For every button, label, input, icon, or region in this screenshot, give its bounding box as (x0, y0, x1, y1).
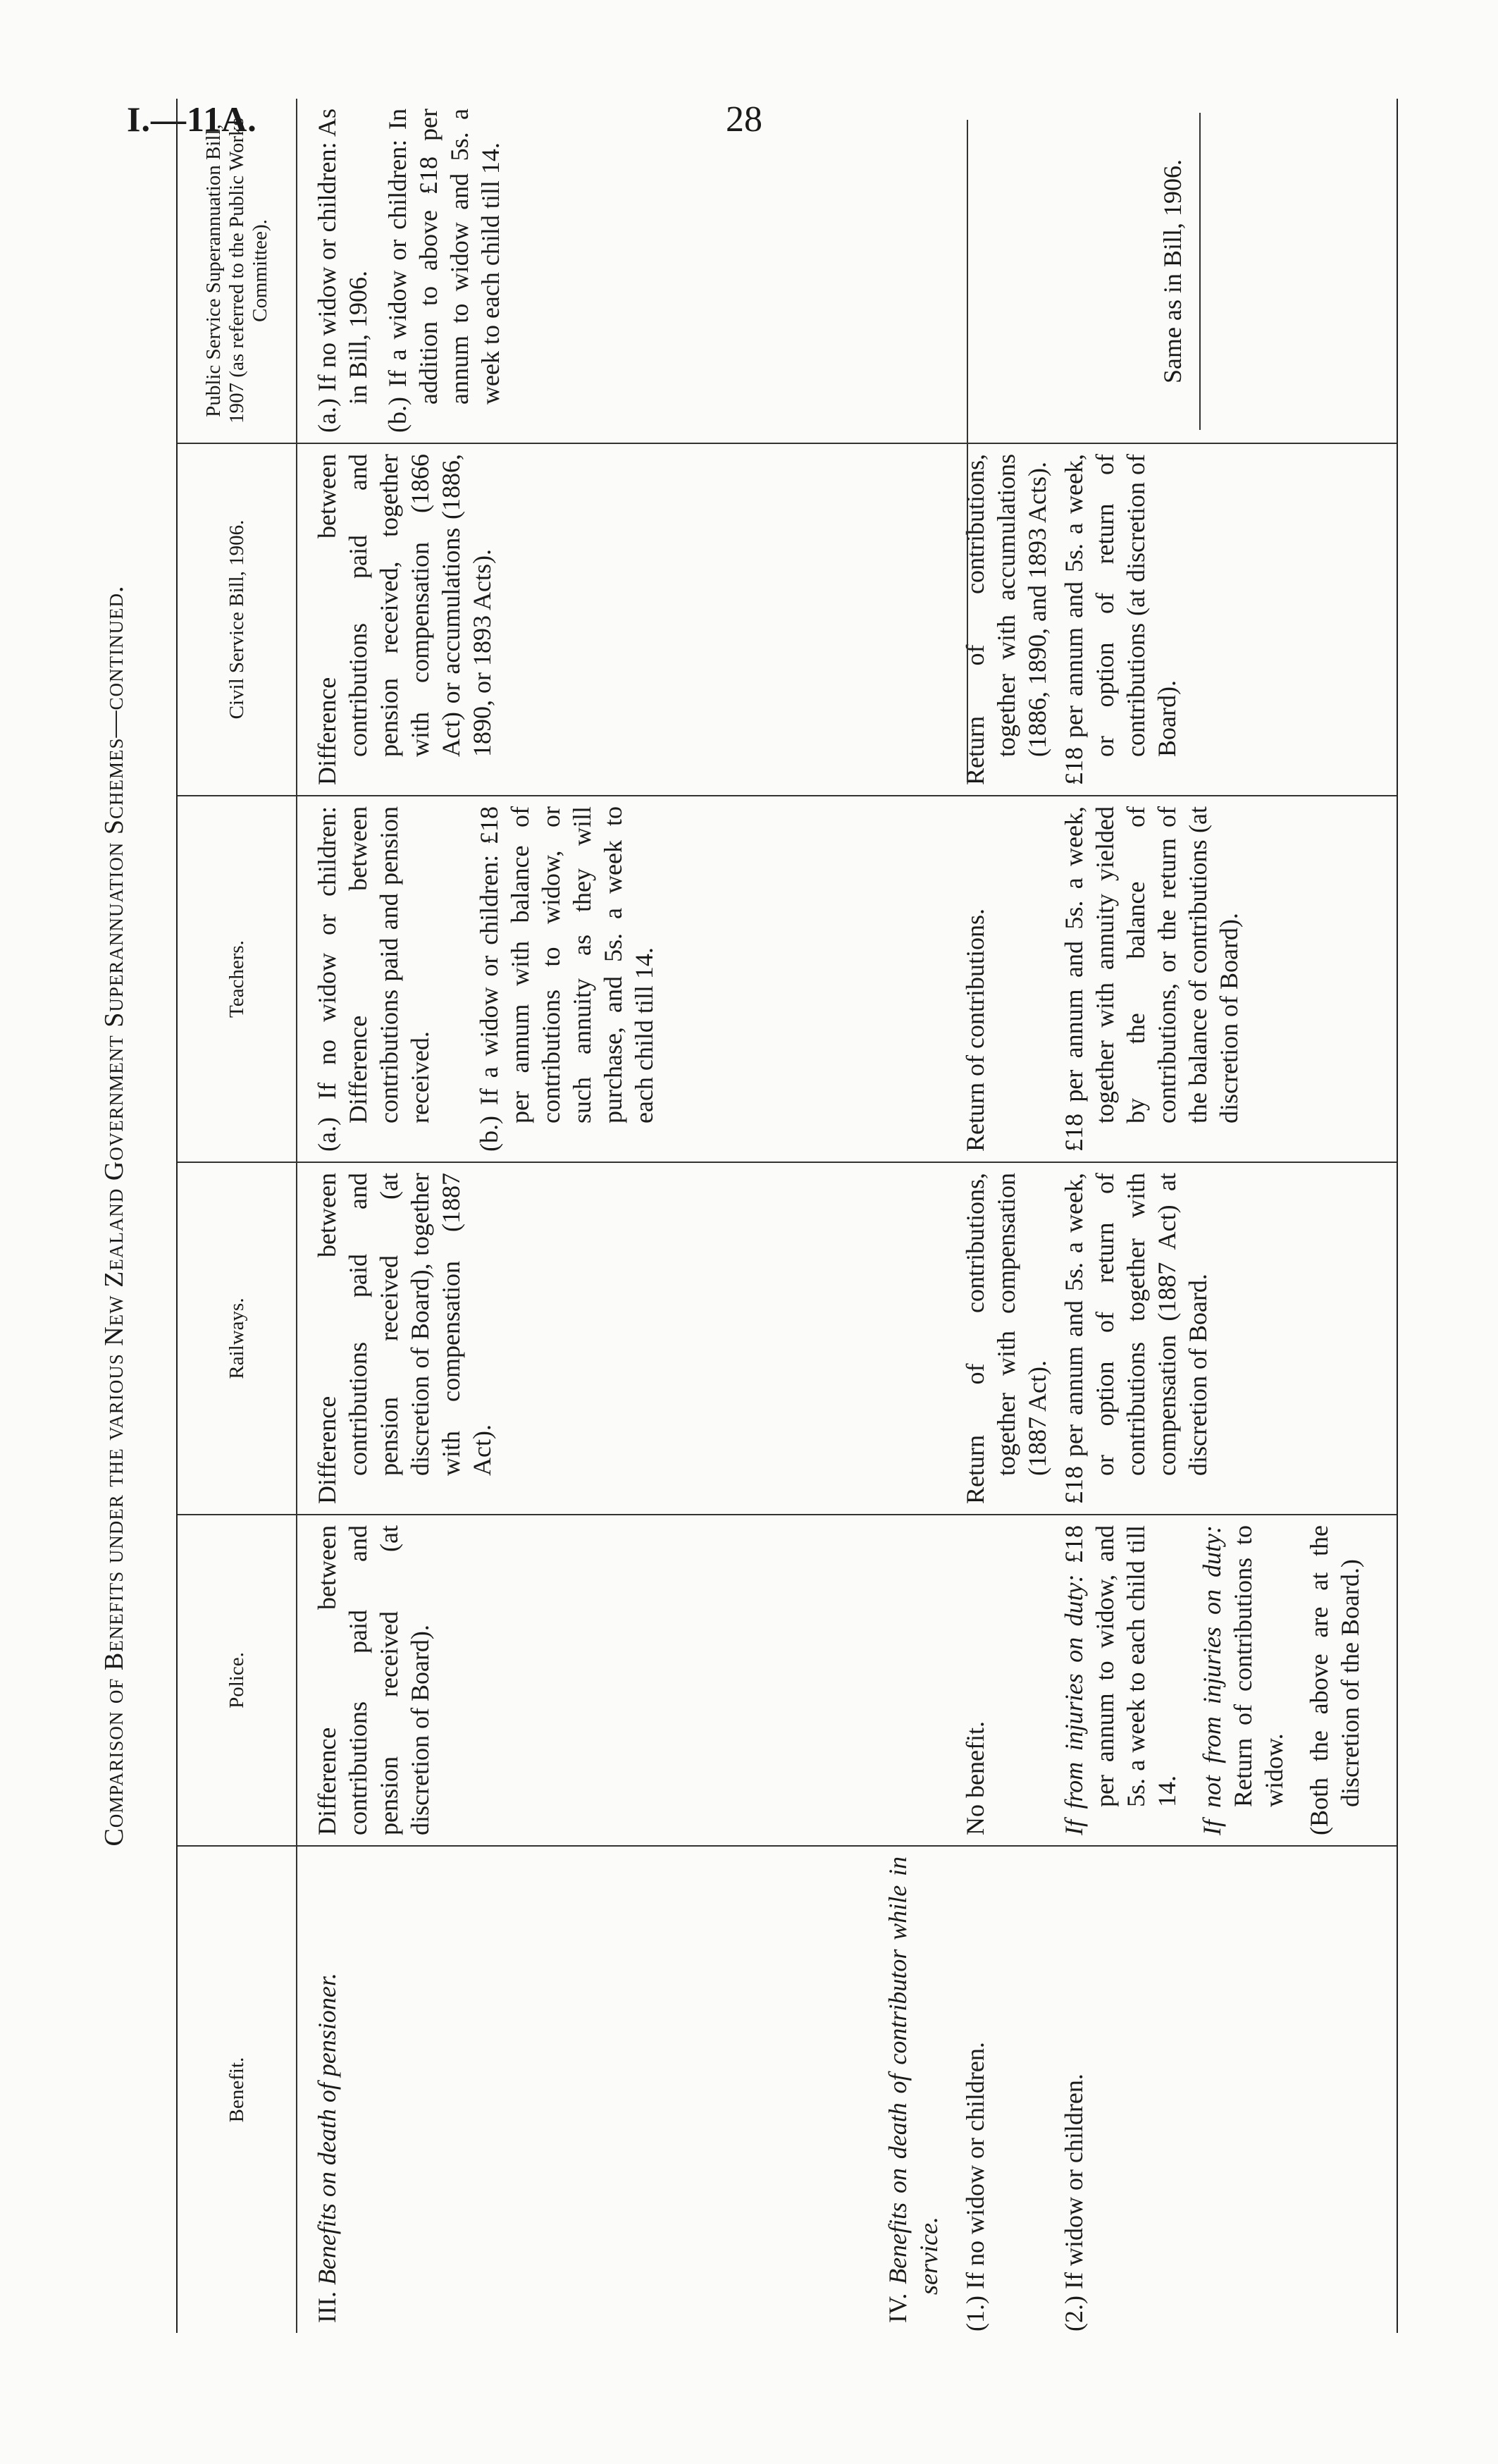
police-injury-text: £18 per annum to widow, and 5s. a week to each child till 14. (1060, 1524, 1181, 1807)
merge-brace-top (967, 120, 968, 782)
column-header-public-service: Public Service Superannuation Bill, 1907 (as referred to the Public Works Committee). (178, 99, 297, 443)
police-injury-entry (1058, 1525, 1182, 1835)
section-iii-label (311, 1856, 342, 2323)
section-iv-number: IV. (884, 2293, 912, 2323)
section-iii-title: Benefits on death of pensioner. (313, 1973, 341, 2286)
public-iv-merged-cell: Same as in Bill, 1906. (1158, 159, 1187, 383)
police-iv-1-cell: No benefit. (961, 1721, 989, 1835)
document-reference: I.—11A. (127, 99, 257, 139)
police-iii-cell: Difference between contributions paid and pension received (at discretion of Board). (313, 1525, 434, 1835)
comparison-table (176, 99, 1398, 2333)
section-iv-label (882, 1856, 944, 2323)
police-injury-heading: If from injuries on duty: (1060, 1574, 1088, 1835)
police-discretion-note: (Both the above are at the discretion of the Board.) (1305, 1525, 1364, 1835)
teachers-iii-b-cell: (b.) If a widow or children: £18 per annum with balance of contributions to widow, or such annuity as they will purchase, and 5s. a week to each child till 14. (475, 806, 658, 1152)
section-iii-number: III. (313, 2291, 341, 2323)
merge-brace-bottom (1199, 113, 1201, 430)
teachers-column (178, 796, 1397, 1163)
civil-iv-2-cell: £18 per annum and 5s. a week, or option of return of contributions (at discretion of Board). (1060, 454, 1181, 785)
civil-iii-cell: Difference between contributions paid and pension received, together with compensation (1866 Act) or accumulations (1886, 1890, or 1893 Acts). (313, 454, 496, 785)
section-iv-title: Benefits on death of contributor while in service. (884, 1856, 943, 2295)
table-title: Comparison of Benefits under the various New Zealand Government Superannuation Schemes—continued. (99, 585, 129, 1847)
column-header-railways: Railways. (178, 1163, 297, 1514)
page-number: 28 (726, 99, 762, 140)
teachers-iii-a-cell: (a.) If no widow or children: Difference between contributions paid and pension received. (313, 806, 434, 1152)
police-column (178, 1515, 1397, 1847)
column-header-benefit: Benefit. (178, 1847, 297, 2333)
police-non-injury-entry (1196, 1525, 1289, 1835)
row-no-widow-label: (1.) If no widow or children. (961, 2042, 989, 2331)
police-non-injury-heading: If not from injuries on duty: (1198, 1525, 1226, 1835)
police-iv-2-cell (1058, 1525, 1366, 1835)
public-iii-a-cell: (a.) If no widow or children: As in Bill, 1906. (313, 109, 372, 433)
column-header-police: Police. (178, 1515, 297, 1845)
rotated-table-page (99, 99, 1466, 2333)
public-iii-b-cell: (b.) If a widow or children: In addition to above £18 per annum to widow and 5s. a week to each child till 14. (383, 109, 505, 433)
railways-iv-2-cell: £18 per annum and 5s. a week, or option of return of contributions together with compensation (1887 Act) at discretion of Board. (1060, 1173, 1212, 1504)
civil-iv-1-cell: Return of contributions, together with accumulations (1886, 1890, and 1893 Acts). (961, 454, 1051, 785)
column-header-civil-service: Civil Service Bill, 1906. (178, 444, 297, 795)
column-header-teachers: Teachers. (178, 796, 297, 1162)
teachers-iv-2-cell: £18 per annum and 5s. a week, together with annuity yielded by the balance of contributions, or the return of the balance of contributions (at discretion of Board). (1060, 806, 1243, 1152)
railways-column (178, 1163, 1397, 1515)
police-non-injury-text: Return of contributions to widow. (1229, 1525, 1288, 1807)
teachers-iv-1-cell: Return of contributions. (961, 908, 989, 1152)
public-service-column (178, 99, 1397, 444)
railways-iv-1-cell: Return of contributions, together with compensation (1887 Act). (961, 1173, 1051, 1504)
railways-iii-cell: Difference between contributions paid and pension received (at discretion of Board), together with compensation (1887 Act). (313, 1173, 496, 1504)
civil-service-column (178, 444, 1397, 796)
row-widow-label: (2.) If widow or children. (1060, 2074, 1088, 2331)
benefit-column (178, 1847, 1397, 2333)
